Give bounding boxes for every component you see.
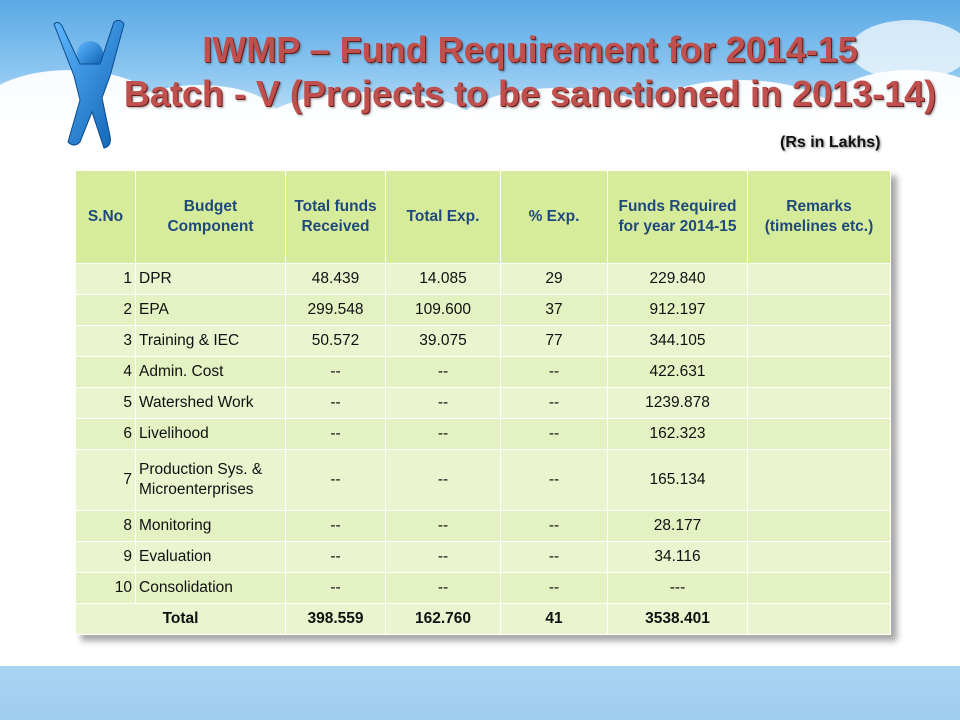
cell-component: Production Sys. & Microenterprises bbox=[136, 450, 286, 511]
header-exp: Total Exp. bbox=[386, 171, 501, 264]
cell-exp: 14.085 bbox=[386, 264, 501, 295]
cell-component: EPA bbox=[136, 295, 286, 326]
cell-pct: -- bbox=[501, 542, 608, 573]
table-row bbox=[76, 357, 891, 388]
total-pct: 41 bbox=[501, 604, 608, 635]
cell-received: 50.572 bbox=[286, 326, 386, 357]
cell-required: 34.116 bbox=[608, 542, 748, 573]
cell-exp: -- bbox=[386, 511, 501, 542]
header-received: Total funds Received bbox=[286, 171, 386, 264]
table-row bbox=[76, 542, 891, 573]
table-row bbox=[76, 419, 891, 450]
cell-exp: -- bbox=[386, 542, 501, 573]
cell-exp: 39.075 bbox=[386, 326, 501, 357]
header-remarks: Remarks (timelines etc.) bbox=[748, 171, 891, 264]
cell-received: -- bbox=[286, 511, 386, 542]
table-row bbox=[76, 295, 891, 326]
units-label: (Rs in Lakhs) bbox=[780, 134, 881, 151]
cell-sno: 3 bbox=[76, 326, 136, 357]
fund-requirement-table bbox=[75, 170, 891, 635]
cell-required: 344.105 bbox=[608, 326, 748, 357]
cell-pct: 29 bbox=[501, 264, 608, 295]
cell-pct: -- bbox=[501, 511, 608, 542]
cell-required: 28.177 bbox=[608, 511, 748, 542]
cell-pct: 37 bbox=[501, 295, 608, 326]
cell-received: -- bbox=[286, 542, 386, 573]
cell-remarks bbox=[748, 264, 891, 295]
cell-sno: 8 bbox=[76, 511, 136, 542]
table-row bbox=[76, 573, 891, 604]
table-header-row bbox=[76, 171, 891, 264]
fund-table-container bbox=[75, 170, 891, 635]
cell-received: -- bbox=[286, 573, 386, 604]
title-line-2: Batch - V (Projects to be sanctioned in 2013-14) bbox=[123, 73, 937, 114]
cell-component: Training & IEC bbox=[136, 326, 286, 357]
cell-sno: 4 bbox=[76, 357, 136, 388]
table-total-row bbox=[76, 604, 891, 635]
cell-pct: -- bbox=[501, 450, 608, 511]
table-row bbox=[76, 450, 891, 511]
cell-required: 162.323 bbox=[608, 419, 748, 450]
cell-remarks bbox=[748, 326, 891, 357]
cell-received: -- bbox=[286, 419, 386, 450]
cell-remarks bbox=[748, 388, 891, 419]
cell-component: Evaluation bbox=[136, 542, 286, 573]
table-row bbox=[76, 511, 891, 542]
cell-component: Consolidation bbox=[136, 573, 286, 604]
cell-remarks bbox=[748, 450, 891, 511]
header-pct: % Exp. bbox=[501, 171, 608, 264]
cell-sno: 1 bbox=[76, 264, 136, 295]
header-required: Funds Required for year 2014-15 bbox=[608, 171, 748, 264]
cell-received: 48.439 bbox=[286, 264, 386, 295]
cell-required: --- bbox=[608, 573, 748, 604]
cell-remarks bbox=[748, 295, 891, 326]
cell-exp: -- bbox=[386, 450, 501, 511]
cell-required: 165.134 bbox=[608, 450, 748, 511]
cell-sno: 9 bbox=[76, 542, 136, 573]
cell-component: Watershed Work bbox=[136, 388, 286, 419]
cell-sno: 5 bbox=[76, 388, 136, 419]
header-sno: S.No bbox=[76, 171, 136, 264]
cell-pct: -- bbox=[501, 419, 608, 450]
cell-pct: -- bbox=[501, 388, 608, 419]
cell-required: 229.840 bbox=[608, 264, 748, 295]
cell-pct: 77 bbox=[501, 326, 608, 357]
total-label: Total bbox=[76, 604, 286, 635]
cell-received: -- bbox=[286, 388, 386, 419]
cell-received: -- bbox=[286, 357, 386, 388]
title-line-1: IWMP – Fund Requirement for 2014-15 bbox=[202, 29, 858, 70]
cell-exp: -- bbox=[386, 419, 501, 450]
table-row bbox=[76, 388, 891, 419]
total-received: 398.559 bbox=[286, 604, 386, 635]
slide-title bbox=[100, 28, 960, 116]
cell-remarks bbox=[748, 573, 891, 604]
cell-remarks bbox=[748, 357, 891, 388]
table-row bbox=[76, 326, 891, 357]
cell-component: Monitoring bbox=[136, 511, 286, 542]
cell-component: Livelihood bbox=[136, 419, 286, 450]
table-row bbox=[76, 264, 891, 295]
cell-exp: -- bbox=[386, 573, 501, 604]
cell-sno: 7 bbox=[76, 450, 136, 511]
cell-exp: -- bbox=[386, 357, 501, 388]
total-exp: 162.760 bbox=[386, 604, 501, 635]
cell-sno: 10 bbox=[76, 573, 136, 604]
cell-received: 299.548 bbox=[286, 295, 386, 326]
total-required: 3538.401 bbox=[608, 604, 748, 635]
cell-exp: 109.600 bbox=[386, 295, 501, 326]
cell-sno: 2 bbox=[76, 295, 136, 326]
footer-band bbox=[0, 666, 960, 720]
header-component: Budget Component bbox=[136, 171, 286, 264]
cell-required: 912.197 bbox=[608, 295, 748, 326]
cell-sno: 6 bbox=[76, 419, 136, 450]
cell-received: -- bbox=[286, 450, 386, 511]
cell-required: 1239.878 bbox=[608, 388, 748, 419]
cell-component: Admin. Cost bbox=[136, 357, 286, 388]
cell-component: DPR bbox=[136, 264, 286, 295]
cell-exp: -- bbox=[386, 388, 501, 419]
total-remarks bbox=[748, 604, 891, 635]
cell-pct: -- bbox=[501, 357, 608, 388]
cell-pct: -- bbox=[501, 573, 608, 604]
cell-remarks bbox=[748, 542, 891, 573]
cell-remarks bbox=[748, 419, 891, 450]
cell-required: 422.631 bbox=[608, 357, 748, 388]
cell-remarks bbox=[748, 511, 891, 542]
